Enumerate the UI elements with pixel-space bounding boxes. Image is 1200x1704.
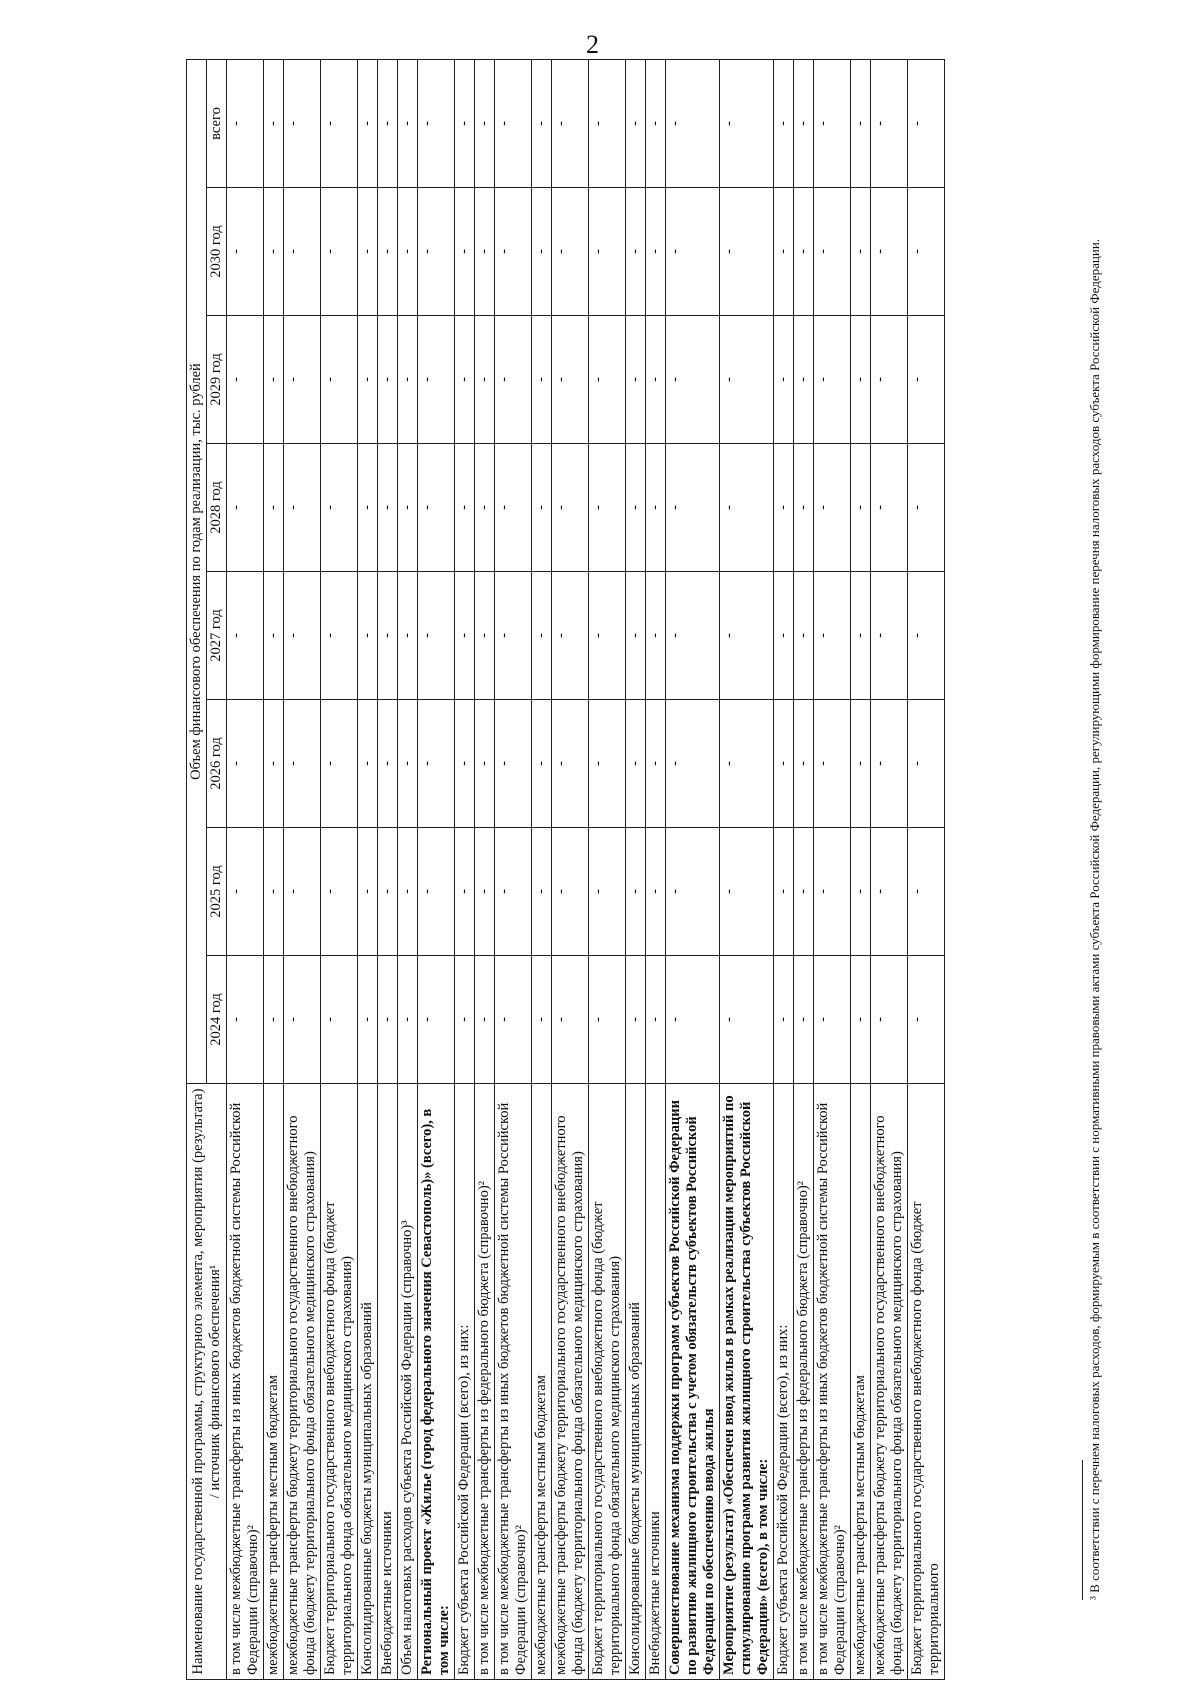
row-label: Внебюджетные источники (646, 1084, 666, 1680)
header-year: 2030 год (207, 188, 227, 316)
row-label: межбюджетные трансферты местным бюджетам (532, 1084, 552, 1680)
value-cell: - (455, 572, 475, 700)
table-row (378, 59, 398, 1679)
value-cell: - (666, 572, 720, 700)
value-cell: - (321, 444, 358, 572)
value-cell: - (908, 700, 945, 828)
value-cell: - (358, 828, 378, 956)
value-cell: - (871, 572, 908, 700)
table-row (646, 59, 666, 1679)
table-row (455, 59, 475, 1679)
value-cell: - (774, 956, 794, 1084)
value-cell: - (378, 316, 398, 444)
value-cell: - (227, 572, 264, 700)
value-cell: - (626, 316, 646, 444)
value-cell: - (495, 188, 532, 316)
value-cell: - (455, 59, 475, 187)
value-cell: - (475, 59, 495, 187)
value-cell: - (475, 188, 495, 316)
value-cell: - (227, 828, 264, 956)
value-cell: - (475, 316, 495, 444)
row-label: Объем налоговых расходов субъекта Российской Федерации (справочно)³ (398, 1084, 418, 1680)
value-cell: - (720, 188, 774, 316)
value-cell: - (398, 59, 418, 187)
value-cell: - (908, 444, 945, 572)
value-cell: - (851, 700, 871, 828)
value-cell: - (774, 700, 794, 828)
table-row (418, 59, 455, 1679)
value-cell: - (227, 700, 264, 828)
value-cell: - (418, 572, 455, 700)
value-cell: - (358, 188, 378, 316)
value-cell: - (851, 828, 871, 956)
table-row (552, 59, 589, 1679)
row-label: Мероприятие (результат) «Обеспечен ввод жилья в рамках реализации мероприятий по стимулированию программ развития жилищного строительства субъектов Российской Федерации» (всего), в том числе: (720, 1084, 774, 1680)
value-cell: - (626, 444, 646, 572)
value-cell: - (552, 316, 589, 444)
value-cell: - (589, 956, 626, 1084)
value-cell: - (398, 188, 418, 316)
value-cell: - (495, 828, 532, 956)
header-year: 2025 год (207, 828, 227, 956)
value-cell: - (284, 444, 321, 572)
row-label: Региональный проект «Жилье (город федерального значения Севастополь)» (всего), в том числе: (418, 1084, 455, 1680)
finance-table-rotated (186, 60, 1026, 1680)
value-cell: - (532, 59, 552, 187)
value-cell: - (646, 59, 666, 187)
value-cell: - (358, 444, 378, 572)
value-cell: - (321, 956, 358, 1084)
row-label: межбюджетные трансферты местным бюджетам (264, 1084, 284, 1680)
value-cell: - (418, 956, 455, 1084)
value-cell: - (774, 828, 794, 956)
value-cell: - (851, 956, 871, 1084)
value-cell: - (321, 59, 358, 187)
table-row (814, 59, 851, 1679)
value-cell: - (871, 316, 908, 444)
value-cell: - (646, 316, 666, 444)
table-row (475, 59, 495, 1679)
value-cell: - (720, 59, 774, 187)
value-cell: - (398, 956, 418, 1084)
value-cell: - (794, 572, 814, 700)
value-cell: - (908, 572, 945, 700)
value-cell: - (626, 572, 646, 700)
value-cell: - (774, 572, 794, 700)
value-cell: - (284, 700, 321, 828)
value-cell: - (589, 316, 626, 444)
table-row (358, 59, 378, 1679)
value-cell: - (398, 572, 418, 700)
value-cell: - (720, 956, 774, 1084)
value-cell: - (814, 700, 851, 828)
value-cell: - (646, 572, 666, 700)
value-cell: - (794, 316, 814, 444)
value-cell: - (495, 700, 532, 828)
value-cell: - (358, 956, 378, 1084)
table-body (227, 59, 945, 1679)
header-year: 2029 год (207, 316, 227, 444)
row-label: Бюджет территориального государственного внебюджетного фонда (бюджет территориального фонда обязательного медицинского страхования) (589, 1084, 626, 1680)
value-cell: - (532, 700, 552, 828)
value-cell: - (418, 188, 455, 316)
value-cell: - (475, 828, 495, 956)
header-volume: Объем финансового обеспечения по годам реализации, тыс. рублей (187, 59, 207, 1083)
value-cell: - (851, 572, 871, 700)
value-cell: - (264, 700, 284, 828)
value-cell: - (495, 59, 532, 187)
header-year: 2026 год (207, 700, 227, 828)
value-cell: - (908, 59, 945, 187)
value-cell: - (666, 828, 720, 956)
value-cell: - (398, 828, 418, 956)
value-cell: - (227, 59, 264, 187)
value-cell: - (871, 444, 908, 572)
table-row (908, 59, 945, 1679)
row-label: Консолидированные бюджеты муниципальных образований (626, 1084, 646, 1680)
value-cell: - (321, 572, 358, 700)
value-cell: - (908, 188, 945, 316)
footnote-rule (1082, 1460, 1083, 1600)
value-cell: - (532, 956, 552, 1084)
value-cell: - (227, 316, 264, 444)
value-cell: - (626, 956, 646, 1084)
value-cell: - (284, 188, 321, 316)
value-cell: - (720, 316, 774, 444)
value-cell: - (774, 444, 794, 572)
row-label: в том числе межбюджетные трансферты из федерального бюджета (справочно)² (794, 1084, 814, 1680)
value-cell: - (646, 828, 666, 956)
table-row (626, 59, 646, 1679)
value-cell: - (378, 188, 398, 316)
value-cell: - (284, 572, 321, 700)
row-label: межбюджетные трансферты бюджету территориального государственного внебюджетного фонда (бюджету территориального фонда обязательного медицинского страхования) (284, 1084, 321, 1680)
value-cell: - (227, 956, 264, 1084)
table-row (666, 59, 720, 1679)
value-cell: - (908, 828, 945, 956)
value-cell: - (814, 572, 851, 700)
value-cell: - (552, 572, 589, 700)
footnote (1082, 40, 1103, 1600)
value-cell: - (455, 700, 475, 828)
value-cell: - (378, 572, 398, 700)
value-cell: - (626, 700, 646, 828)
table-row (532, 59, 552, 1679)
value-cell: - (720, 700, 774, 828)
value-cell: - (418, 700, 455, 828)
row-label: межбюджетные трансферты бюджету территориального государственного внебюджетного фонда (бюджету территориального фонда обязательного медицинского страхования) (552, 1084, 589, 1680)
header-year: 2024 год (207, 956, 227, 1084)
row-label: Бюджет территориального государственного внебюджетного фонда (бюджет территориального (908, 1084, 945, 1680)
value-cell: - (475, 572, 495, 700)
value-cell: - (284, 828, 321, 956)
value-cell: - (495, 572, 532, 700)
value-cell: - (814, 444, 851, 572)
table-row (794, 59, 814, 1679)
value-cell: - (398, 316, 418, 444)
row-label: Внебюджетные источники (378, 1084, 398, 1680)
footnote-text: ³ В соответствии с перечнем налоговых расходов, формируемым в соответствии с нормативными правовыми актами субъекта Российской Федерации, регулирующими формирование перечня налоговых расходов субъекта Российской Федерации. (1087, 238, 1102, 1600)
value-cell: - (589, 59, 626, 187)
value-cell: - (871, 188, 908, 316)
value-cell: - (358, 700, 378, 828)
value-cell: - (552, 956, 589, 1084)
table-row (264, 59, 284, 1679)
value-cell: - (666, 444, 720, 572)
value-cell: - (720, 444, 774, 572)
value-cell: - (552, 828, 589, 956)
header-year: 2027 год (207, 572, 227, 700)
row-label: Бюджет территориального государственного внебюджетного фонда (бюджет территориального фонда обязательного медицинского страхования) (321, 1084, 358, 1680)
value-cell: - (264, 572, 284, 700)
value-cell: - (455, 188, 475, 316)
header-year: всего (207, 59, 227, 187)
table-row (851, 59, 871, 1679)
value-cell: - (871, 956, 908, 1084)
value-cell: - (227, 188, 264, 316)
row-label: Совершенствование механизма поддержки программ субъектов Российской Федерации по развитию жилищного строительства с учетом обязательств субъектов Российской Федерации по обеспечению ввода жилья (666, 1084, 720, 1680)
value-cell: - (321, 188, 358, 316)
value-cell: - (626, 188, 646, 316)
value-cell: - (264, 444, 284, 572)
row-label: Бюджет субъекта Российской Федерации (всего), из них: (774, 1084, 794, 1680)
value-cell: - (264, 828, 284, 956)
value-cell: - (418, 59, 455, 187)
value-cell: - (774, 188, 794, 316)
value-cell: - (666, 316, 720, 444)
value-cell: - (794, 700, 814, 828)
value-cell: - (532, 828, 552, 956)
value-cell: - (646, 444, 666, 572)
value-cell: - (851, 59, 871, 187)
value-cell: - (646, 188, 666, 316)
value-cell: - (418, 828, 455, 956)
value-cell: - (666, 188, 720, 316)
value-cell: - (495, 444, 532, 572)
value-cell: - (532, 444, 552, 572)
value-cell: - (552, 700, 589, 828)
header-name: Наименование государственной программы, структурного элемента, мероприятия (результата) / источник финансового обеспечения¹ (187, 1084, 227, 1680)
value-cell: - (720, 828, 774, 956)
value-cell: - (418, 316, 455, 444)
row-label: в том числе межбюджетные трансферты из иных бюджетов бюджетной системы Российской Федерации (справочно)² (495, 1084, 532, 1680)
value-cell: - (455, 828, 475, 956)
value-cell: - (455, 316, 475, 444)
value-cell: - (455, 956, 475, 1084)
value-cell: - (264, 59, 284, 187)
value-cell: - (264, 316, 284, 444)
table-row (284, 59, 321, 1679)
value-cell: - (495, 316, 532, 444)
value-cell: - (666, 956, 720, 1084)
row-label: Консолидированные бюджеты муниципальных образований (358, 1084, 378, 1680)
value-cell: - (475, 956, 495, 1084)
value-cell: - (666, 700, 720, 828)
value-cell: - (589, 188, 626, 316)
table-row (321, 59, 358, 1679)
value-cell: - (378, 700, 398, 828)
value-cell: - (552, 59, 589, 187)
row-label: Бюджет субъекта Российской Федерации (всего), из них: (455, 1084, 475, 1680)
value-cell: - (871, 828, 908, 956)
value-cell: - (284, 956, 321, 1084)
value-cell: - (398, 444, 418, 572)
value-cell: - (589, 828, 626, 956)
value-cell: - (794, 188, 814, 316)
value-cell: - (814, 956, 851, 1084)
value-cell: - (814, 188, 851, 316)
table-row (774, 59, 794, 1679)
value-cell: - (908, 316, 945, 444)
table-row (495, 59, 532, 1679)
value-cell: - (532, 572, 552, 700)
row-label: в том числе межбюджетные трансферты из иных бюджетов бюджетной системы Российской Федерации (справочно)² (814, 1084, 851, 1680)
value-cell: - (794, 828, 814, 956)
value-cell: - (418, 444, 455, 572)
value-cell: - (908, 956, 945, 1084)
table-row (720, 59, 774, 1679)
row-label: межбюджетные трансферты местным бюджетам (851, 1084, 871, 1680)
value-cell: - (378, 956, 398, 1084)
value-cell: - (455, 444, 475, 572)
value-cell: - (321, 316, 358, 444)
table-row (589, 59, 626, 1679)
row-label: межбюджетные трансферты бюджету территориального государственного внебюджетного фонда (бюджету территориального фонда обязательного медицинского страхования) (871, 1084, 908, 1680)
value-cell: - (321, 828, 358, 956)
value-cell: - (814, 828, 851, 956)
value-cell: - (264, 188, 284, 316)
value-cell: - (589, 572, 626, 700)
value-cell: - (358, 572, 378, 700)
table-row (398, 59, 418, 1679)
value-cell: - (475, 700, 495, 828)
header-year: 2028 год (207, 444, 227, 572)
value-cell: - (774, 59, 794, 187)
table-row (227, 59, 264, 1679)
value-cell: - (358, 316, 378, 444)
value-cell: - (495, 956, 532, 1084)
value-cell: - (814, 59, 851, 187)
value-cell: - (532, 188, 552, 316)
value-cell: - (475, 444, 495, 572)
value-cell: - (794, 956, 814, 1084)
value-cell: - (589, 444, 626, 572)
value-cell: - (666, 59, 720, 187)
value-cell: - (264, 956, 284, 1084)
value-cell: - (626, 828, 646, 956)
value-cell: - (552, 444, 589, 572)
value-cell: - (646, 700, 666, 828)
finance-table (186, 59, 945, 1680)
value-cell: - (794, 444, 814, 572)
value-cell: - (378, 444, 398, 572)
value-cell: - (398, 700, 418, 828)
value-cell: - (532, 316, 552, 444)
value-cell: - (794, 59, 814, 187)
value-cell: - (774, 316, 794, 444)
row-label: в том числе межбюджетные трансферты из федерального бюджета (справочно)² (475, 1084, 495, 1680)
value-cell: - (378, 828, 398, 956)
value-cell: - (851, 316, 871, 444)
value-cell: - (358, 59, 378, 187)
value-cell: - (871, 59, 908, 187)
value-cell: - (646, 956, 666, 1084)
row-label: в том числе межбюджетные трансферты из иных бюджетов бюджетной системы Российской Федерации (справочно)² (227, 1084, 264, 1680)
page-number: 2 (586, 30, 599, 59)
value-cell: - (871, 700, 908, 828)
value-cell: - (321, 700, 358, 828)
value-cell: - (720, 572, 774, 700)
value-cell: - (589, 700, 626, 828)
value-cell: - (227, 444, 264, 572)
value-cell: - (284, 316, 321, 444)
table-row (871, 59, 908, 1679)
value-cell: - (851, 188, 871, 316)
value-cell: - (814, 316, 851, 444)
value-cell: - (284, 59, 321, 187)
value-cell: - (626, 59, 646, 187)
value-cell: - (552, 188, 589, 316)
value-cell: - (851, 444, 871, 572)
value-cell: - (378, 59, 398, 187)
